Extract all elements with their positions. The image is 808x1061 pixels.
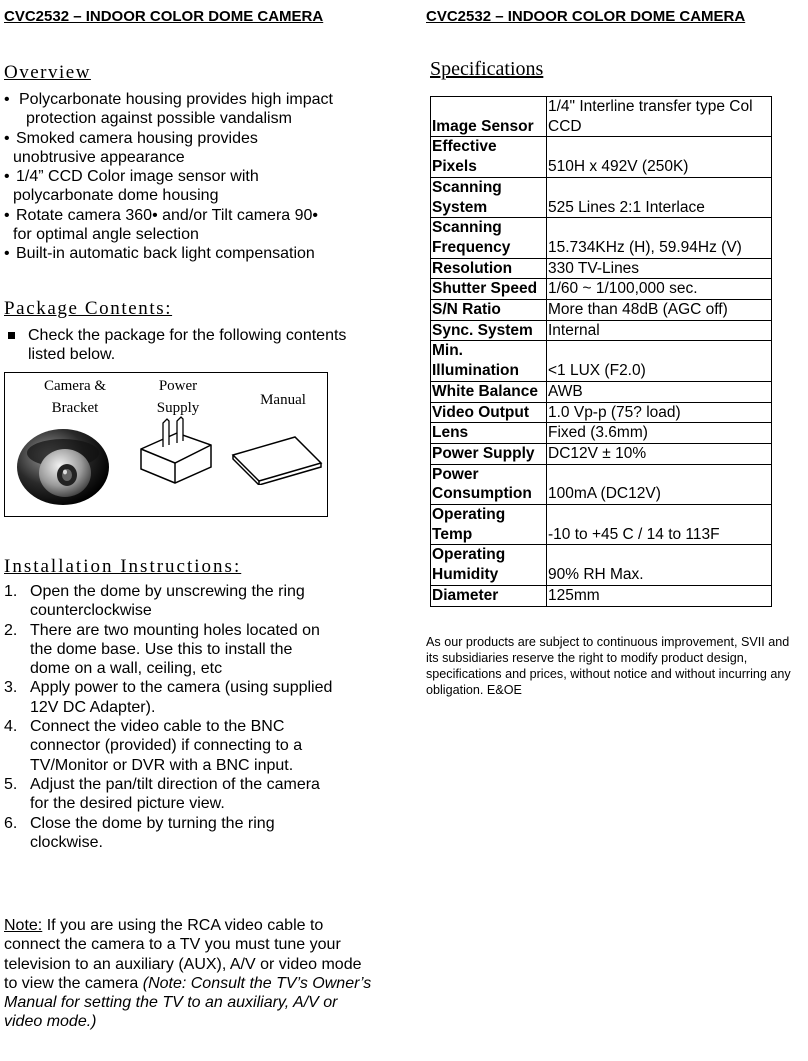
- check-line1: Check the package for the following contents: [28, 327, 347, 344]
- spec-row: [431, 443, 772, 464]
- spec-value: [547, 320, 772, 341]
- step-number: 1.: [4, 583, 18, 600]
- step-item: [4, 678, 404, 717]
- square-bullet-icon: [8, 332, 15, 339]
- spec-value: [547, 381, 772, 402]
- spec-label: [431, 505, 547, 545]
- overview-heading: Overview: [4, 62, 91, 83]
- rca-note: [4, 916, 374, 1032]
- bullet-item: • Smoked camera housing provides unobtrusive appearance: [4, 129, 384, 168]
- spec-label-line1: Effective: [432, 138, 497, 156]
- step-item: [4, 717, 404, 775]
- spec-row: [431, 341, 772, 381]
- spec-label-line2: Humidity: [432, 566, 499, 584]
- left-page-header: CVC2532 – INDOOR COLOR DOME CAMERA: [4, 8, 324, 25]
- spec-label-line2: Power Supply: [432, 444, 535, 462]
- bullet-line1: 1/4” CCD Color image sensor with: [16, 168, 259, 186]
- spec-label: [431, 341, 547, 381]
- bullet-line1: Rotate camera 360• and/or Tilt camera 90•: [16, 206, 319, 224]
- step-line2: counterclockwise: [30, 602, 152, 620]
- spec-label: [431, 97, 547, 137]
- spec-value: [547, 464, 772, 504]
- power-adapter-icon: [133, 415, 223, 485]
- camera-bracket-label: [15, 375, 135, 419]
- package-contents-box: [4, 372, 328, 517]
- spec-value-line2: Internal: [548, 321, 600, 339]
- spec-label: [431, 545, 547, 585]
- spec-label-line2: S/N Ratio: [432, 301, 501, 319]
- spec-label-line1: Min.: [432, 342, 463, 360]
- spec-row: [431, 177, 772, 217]
- spec-value-line2: CCD: [548, 117, 582, 135]
- spec-value: [547, 137, 772, 177]
- spec-value-line2: 525 Lines 2:1 Interlace: [548, 198, 705, 216]
- bullet-item: • Built-in automatic back light compensation: [4, 245, 315, 263]
- spec-label: [431, 218, 547, 258]
- step-line3: TV/Monitor or DVR with a BNC input.: [30, 756, 294, 774]
- step-line1: Connect the video cable to the BNC: [30, 718, 285, 736]
- spec-label-line2: Lens: [432, 424, 469, 442]
- spec-label: [431, 177, 547, 217]
- spec-value: [547, 258, 772, 279]
- step-number: 5.: [4, 775, 18, 793]
- spec-value: [547, 423, 772, 444]
- manual-icon: [229, 435, 325, 485]
- spec-value-line2: AWB: [548, 382, 583, 400]
- manual-label: Manual: [260, 392, 306, 408]
- step-line2: connector (provided) if connecting to a: [30, 737, 303, 755]
- spec-label: [431, 279, 547, 300]
- spec-value: [547, 585, 772, 606]
- spec-label: [431, 320, 547, 341]
- spec-label-line2: Temp: [432, 525, 473, 543]
- spec-label-line1: Operating: [432, 546, 506, 564]
- spec-value-line2: 510H x 492V (250K): [548, 158, 689, 176]
- step-item: [4, 814, 404, 853]
- step-item: [4, 621, 404, 679]
- package-contents-heading: Package Contents:: [4, 298, 173, 319]
- spec-value-line2: 90% RH Max.: [548, 566, 644, 584]
- spec-label-line1: Operating: [432, 506, 506, 524]
- spec-row: [431, 545, 772, 585]
- step-number: 4.: [4, 718, 18, 736]
- step-line2: clockwise.: [30, 833, 103, 851]
- spec-row: [431, 218, 772, 258]
- disclaimer: As our products are subject to continuous improvement, SVII and its subsidiaries reserve the right to modify product design, specifications and prices, without notice and without incurring any obligation. E&OE: [426, 635, 791, 697]
- step-number: 3.: [4, 679, 18, 697]
- spec-label-line1: Scanning: [432, 178, 502, 196]
- step-item: [4, 775, 404, 814]
- note-label: Note:: [4, 917, 43, 934]
- bullet-item: • 1/4” CCD Color image sensor with polycarbonate dome housing: [4, 167, 384, 206]
- spec-label: [431, 137, 547, 177]
- step-line1: Open the dome by unscrewing the ring: [30, 583, 305, 600]
- spec-row: [431, 137, 772, 177]
- spec-label-line2: White Balance: [432, 382, 538, 400]
- spec-value-line2: 15.734KHz (H), 59.94Hz (V): [548, 238, 742, 256]
- spec-value-line2: DC12V ± 10%: [548, 444, 647, 462]
- bullet-line2: for optimal angle selection: [13, 226, 199, 244]
- spec-label: [431, 443, 547, 464]
- specifications-heading: Specifications: [430, 58, 544, 80]
- note-italic: (Note: Consult the TV’s Owner’s Manual for setting the TV to an auxiliary, A/V or video mode.): [4, 974, 372, 1031]
- spec-row: [431, 423, 772, 444]
- dome-camera-icon: [13, 423, 113, 509]
- installation-heading: Installation Instructions:: [4, 556, 242, 577]
- step-line1: Close the dome by turning the ring: [30, 814, 275, 832]
- spec-row: [431, 258, 772, 279]
- spec-value: [547, 279, 772, 300]
- step-line2: for the desired picture view.: [30, 795, 225, 813]
- spec-row: [431, 300, 772, 321]
- specifications-table: [430, 96, 772, 607]
- spec-value: [547, 177, 772, 217]
- spec-value: [547, 97, 772, 137]
- power-supply-label: [123, 375, 233, 419]
- spec-value: [547, 218, 772, 258]
- bullet-line2: protection against possible vandalism: [26, 110, 292, 128]
- spec-label-line1: Scanning: [432, 219, 502, 237]
- spec-row: [431, 402, 772, 423]
- spec-value: [547, 341, 772, 381]
- spec-value: [547, 443, 772, 464]
- spec-label-line2: Shutter Speed: [432, 280, 538, 298]
- spec-value-line2: 330 TV-Lines: [548, 259, 640, 277]
- power-label-line1: Power: [158, 378, 198, 394]
- step-line2: the dome base. Use this to install the: [30, 640, 293, 658]
- spec-label-line2: Image Sensor: [432, 117, 534, 135]
- check-line2: listed below.: [28, 346, 116, 364]
- spec-value-line2: <1 LUX (F2.0): [548, 362, 646, 380]
- bullet-item: • Polycarbonate housing provides high impact protection against possible vandalism: [4, 90, 384, 129]
- spec-label: [431, 423, 547, 444]
- spec-label: [431, 585, 547, 606]
- spec-value-line2: 1.0 Vp-p (75? load): [548, 403, 681, 421]
- spec-value-line2: 1/60 ~ 1/100,000 sec.: [548, 280, 698, 298]
- spec-label-line2: System: [432, 198, 488, 216]
- spec-value: [547, 505, 772, 545]
- spec-value-line2: More than 48dB (AGC off): [548, 301, 728, 319]
- spec-row: [431, 97, 772, 137]
- spec-label: [431, 381, 547, 402]
- spec-row: [431, 381, 772, 402]
- step-number: 6.: [4, 814, 18, 832]
- package-check-note: [4, 326, 384, 365]
- spec-value-line2: Fixed (3.6mm): [548, 424, 648, 442]
- spec-label-line2: Pixels: [432, 158, 477, 176]
- spec-label-line2: Video Output: [432, 403, 530, 421]
- step-line1: Adjust the pan/tilt direction of the camera: [30, 775, 320, 793]
- spec-value: [547, 300, 772, 321]
- spec-label-line2: Frequency: [432, 238, 511, 256]
- step-line2: 12V DC Adapter).: [30, 698, 156, 716]
- spec-row: [431, 320, 772, 341]
- spec-row: [431, 464, 772, 504]
- spec-value-line2: -10 to +45 C / 14 to 113F: [548, 525, 720, 543]
- step-line1: Apply power to the camera (using supplied: [30, 679, 333, 697]
- spec-row: [431, 505, 772, 545]
- spec-value-line2: 125mm: [548, 586, 600, 604]
- camera-label-line1: Camera &: [43, 378, 107, 394]
- spec-label-line2: Illumination: [432, 362, 519, 380]
- spec-label-line2: Sync. System: [432, 321, 533, 339]
- spec-value: [547, 402, 772, 423]
- bullet-line1: Built-in automatic back light compensation: [16, 245, 315, 263]
- spec-row: [431, 585, 772, 606]
- bullet-item: • Rotate camera 360• and/or Tilt camera 90• for optimal angle selection: [4, 206, 384, 245]
- spec-label: [431, 464, 547, 504]
- step-number: 2.: [4, 621, 18, 639]
- camera-label-line2: Bracket: [51, 400, 99, 416]
- step-line1: There are two mounting holes located on: [30, 621, 320, 639]
- spec-label-line1: Power: [432, 465, 479, 483]
- right-page-header: CVC2532 – INDOOR COLOR DOME CAMERA: [426, 8, 746, 25]
- spec-value-line2: 100mA (DC12V): [548, 485, 661, 503]
- spec-label: [431, 402, 547, 423]
- spec-value-line1: 1/4" Interline transfer type Col: [548, 98, 753, 115]
- spec-label: [431, 258, 547, 279]
- note-text: If you are using the RCA video cable to connect the camera to a TV you must tune your television to an auxiliary (AUX), A/V or video mode to view the camera: [4, 917, 362, 992]
- step-item: [4, 582, 404, 621]
- bullet-line1: Smoked camera housing provides: [16, 129, 258, 147]
- bullet-line1: Polycarbonate housing provides high impact: [19, 91, 333, 108]
- power-label-line2: Supply: [156, 400, 200, 416]
- spec-value: [547, 545, 772, 585]
- spec-row: [431, 279, 772, 300]
- spec-label: [431, 300, 547, 321]
- step-line3: dome on a wall, ceiling, etc: [30, 660, 223, 678]
- spec-label-line2: Diameter: [432, 586, 499, 604]
- installation-steps: [4, 582, 404, 852]
- bullet-line2: unobtrusive appearance: [13, 148, 185, 166]
- bullet-line2: polycarbonate dome housing: [13, 187, 219, 205]
- spec-label-line2: Consumption: [432, 485, 532, 503]
- overview-bullets: [4, 90, 384, 264]
- spec-label-line2: Resolution: [432, 259, 513, 277]
